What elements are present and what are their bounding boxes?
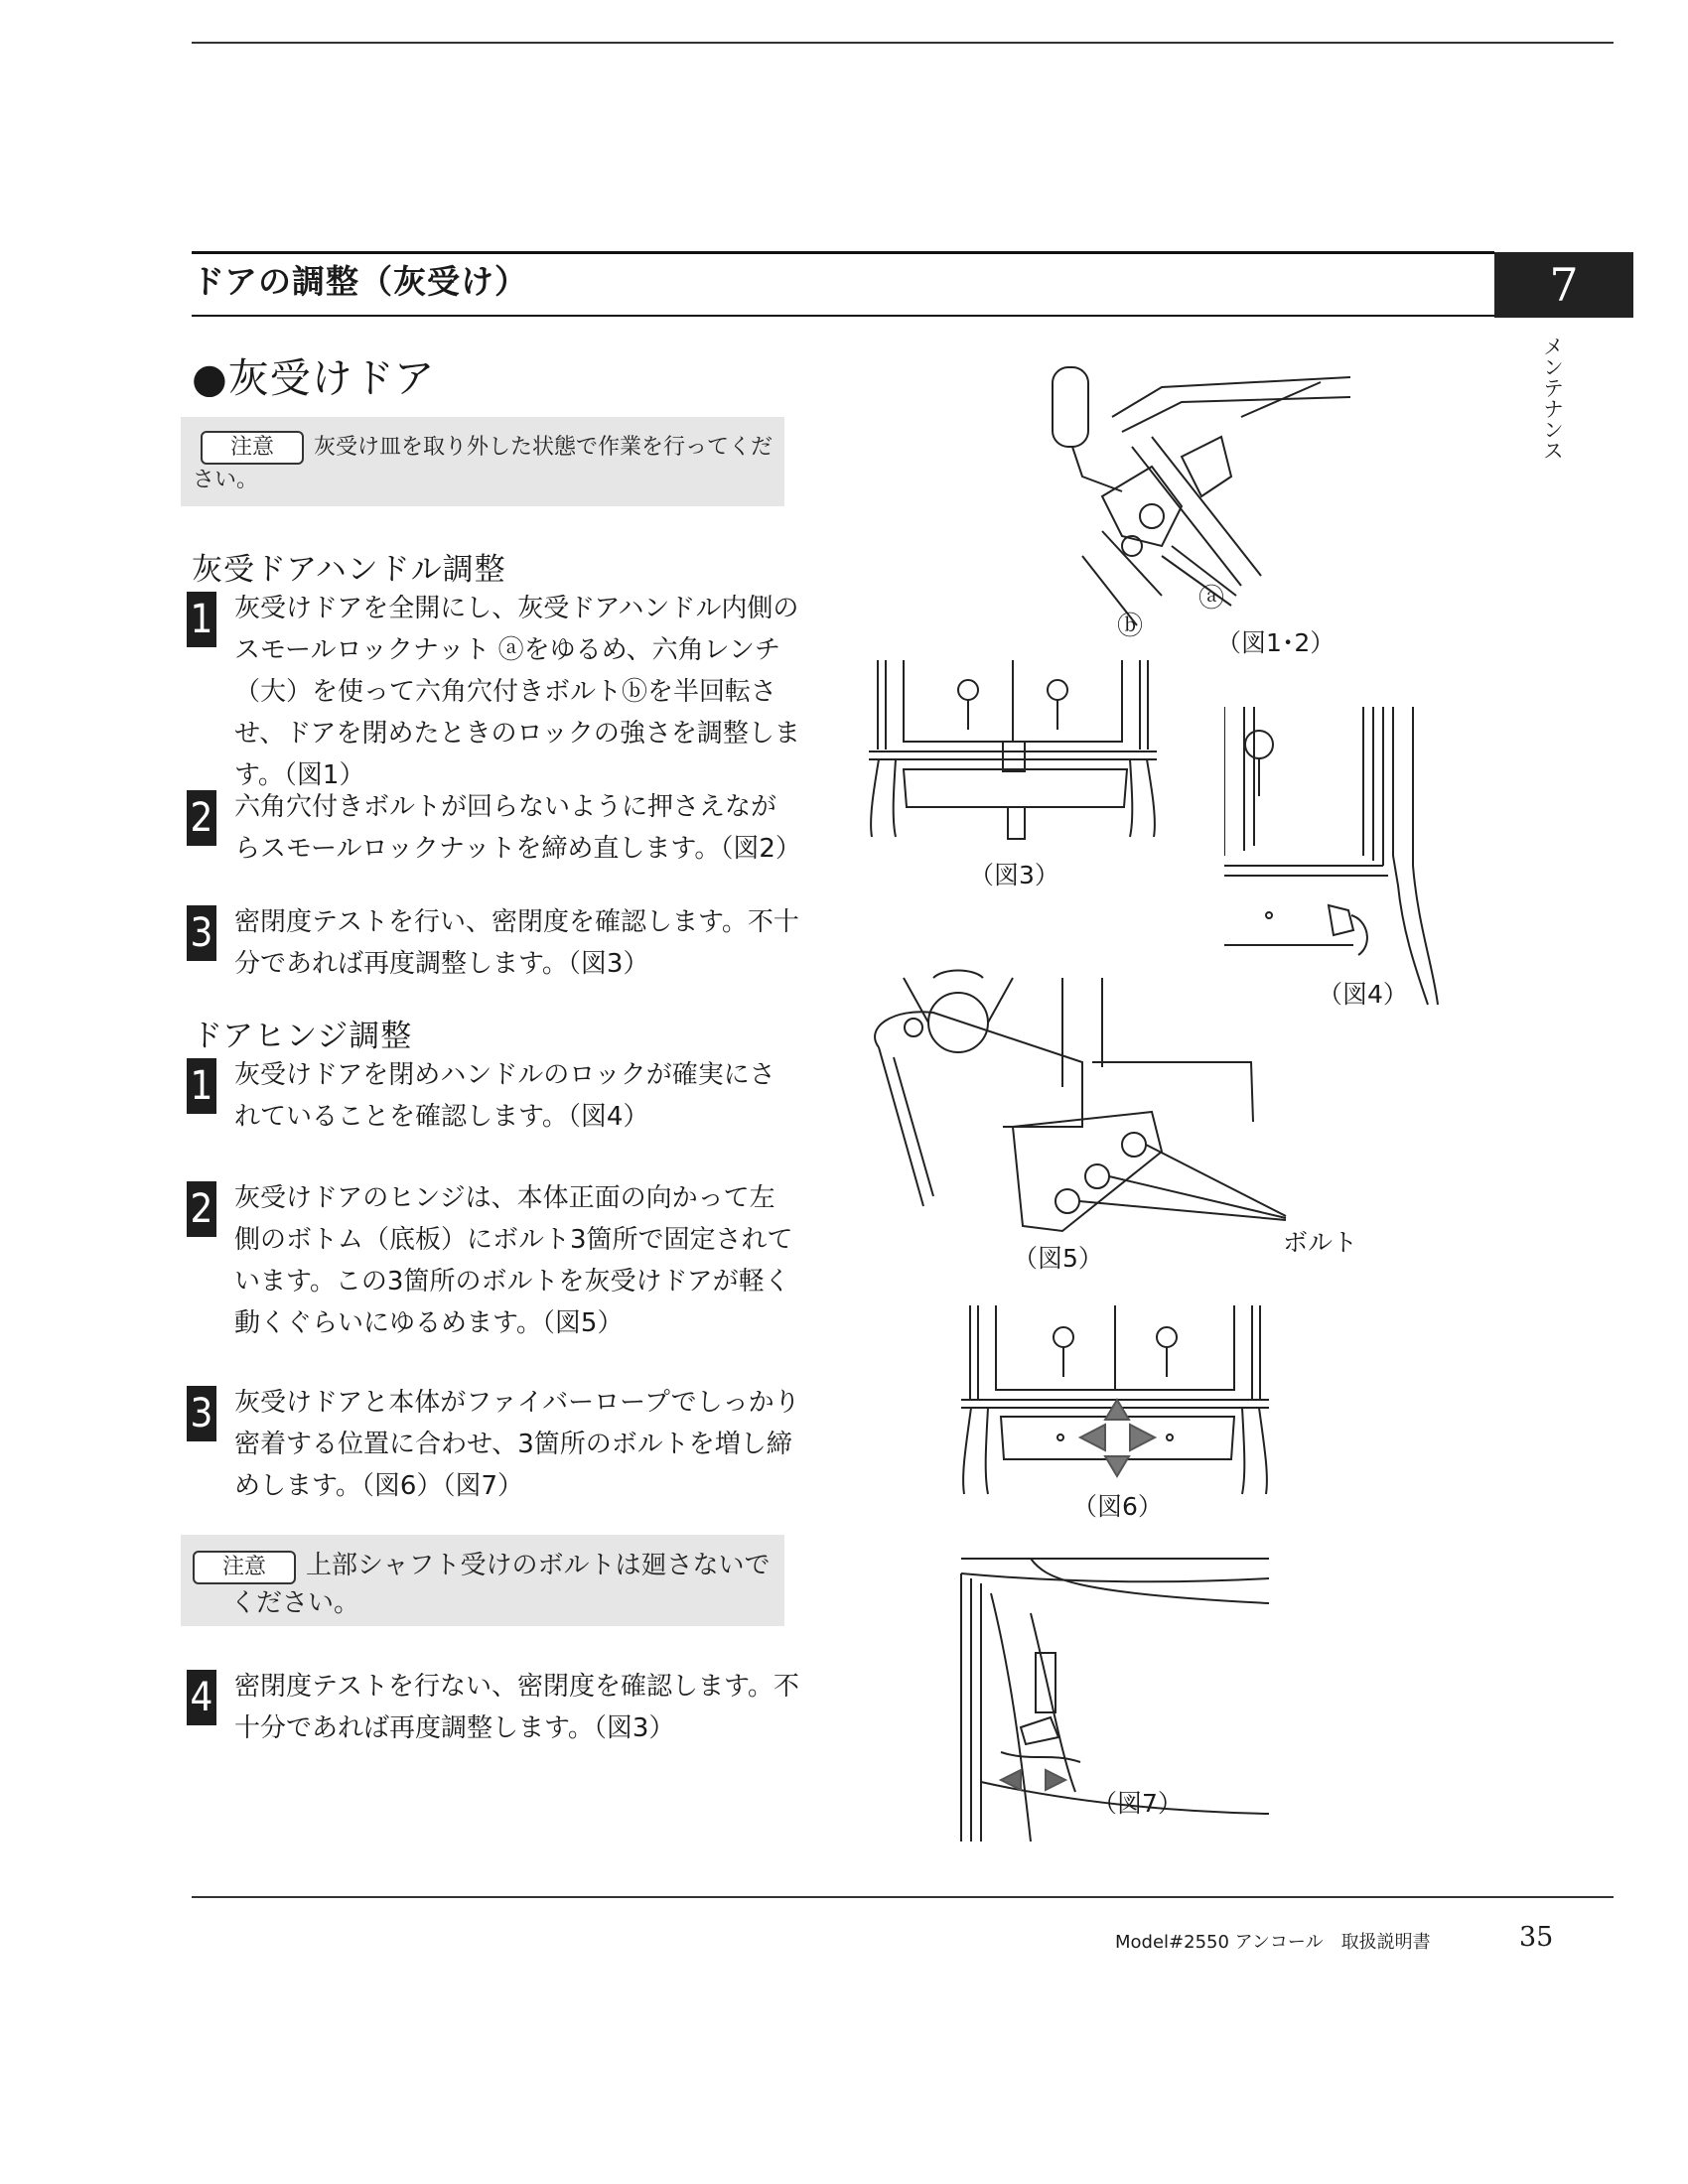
- chapter-number: 7: [1494, 252, 1633, 318]
- step-text: 密閉度テストを行い、密閉度を確認します。不十分であれば再度調整します。（図3）: [234, 907, 799, 979]
- figure-5-bolt-label: ボルト: [1283, 1228, 1358, 1257]
- step-number: 4: [187, 1670, 216, 1725]
- step-number: 3: [187, 1386, 216, 1441]
- step-number: 1: [187, 592, 216, 647]
- figure-6-illustration: [956, 1305, 1274, 1509]
- section-title: ドアの調整（灰受け）: [192, 262, 529, 301]
- caution-badge: 注意: [193, 1551, 296, 1584]
- side-tab-label: メンテナンス: [1540, 336, 1565, 461]
- figure-7-caption: （図7）: [1092, 1789, 1183, 1818]
- step-handle-2: [187, 786, 801, 876]
- step-text: 密閉度テストを行ない、密閉度を確認します。不十分であれば再度調整します。（図3）: [234, 1672, 799, 1743]
- step-number: 2: [187, 1181, 216, 1237]
- section-rule: [192, 251, 1494, 254]
- caution-badge: 注意: [201, 431, 304, 465]
- step-text: 灰受けドアを閉めハンドルのロックが確実にされていることを確認します。（図4）: [234, 1060, 775, 1132]
- figure-5-caption: （図5）: [1013, 1244, 1103, 1273]
- step-hinge-3: [187, 1382, 800, 1511]
- figure-5-illustration: [864, 968, 1301, 1256]
- subsection-title-handle: 灰受ドアハンドル調整: [192, 552, 506, 588]
- step-number: 1: [187, 1058, 216, 1114]
- step-hinge-1: [187, 1054, 782, 1144]
- caution-text: 上部シャフト受けのボルトは廻さないでください。: [230, 1551, 771, 1618]
- step-hinge-4: [187, 1666, 799, 1755]
- figure-1-2-label-b: ⓑ: [1117, 612, 1144, 641]
- figure-1-2-label-a: ⓐ: [1198, 584, 1225, 614]
- step-handle-3: [187, 901, 799, 991]
- figure-1-2-illustration: [1023, 357, 1350, 645]
- step-handle-1: [187, 588, 800, 790]
- caution-note-2: [181, 1535, 784, 1626]
- step-text: 灰受けドアを全開にし、灰受ドアハンドル内側のスモールロックナット ⓐをゆるめ、六角レンチ（大）を使って六角穴付きボルトⓑを半回転させ、ドアを閉めたときのロックの強さを調整します。（図1）: [234, 594, 800, 790]
- step-text: 六角穴付きボルトが回らないように押さえながらスモールロックナットを締め直します。（図2）: [234, 792, 801, 864]
- top-rule: [192, 42, 1614, 44]
- figure-1-2-caption: （図1･2）: [1216, 628, 1336, 657]
- subsection-title-hinge: ドアヒンジ調整: [192, 1019, 413, 1054]
- figure-4-caption: （図4）: [1318, 980, 1408, 1009]
- main-heading: ●灰受けドア: [192, 354, 436, 402]
- step-text: 灰受けドアのヒンジは、本体正面の向かって左側のボトム（底板）にボルト3箇所で固定されています。この3箇所のボルトを灰受けドアが軽く動くぐらいにゆるめます。（図5）: [234, 1183, 793, 1338]
- step-text: 灰受けドアと本体がファイバーロープでしっかり密着する位置に合わせ、3箇所のボルトを増し締めします。（図6）（図7）: [234, 1388, 800, 1501]
- page-number: 35: [1519, 1922, 1554, 1953]
- section-underline: [192, 315, 1494, 317]
- figure-6-caption: （図6）: [1072, 1492, 1163, 1521]
- footer-manual-title: Model#2550 アンコール 取扱説明書: [1115, 1932, 1431, 1953]
- side-tab: [1537, 336, 1567, 466]
- step-hinge-2: [187, 1177, 793, 1346]
- footer-rule: [192, 1896, 1614, 1898]
- figure-3-illustration: [864, 660, 1162, 854]
- caution-text: 灰受け皿を取り外した状態で作業を行ってください。: [193, 435, 774, 492]
- step-number: 3: [187, 905, 216, 961]
- step-number: 2: [187, 790, 216, 846]
- figure-3-caption: （図3）: [969, 861, 1059, 889]
- caution-note-1: [181, 417, 784, 506]
